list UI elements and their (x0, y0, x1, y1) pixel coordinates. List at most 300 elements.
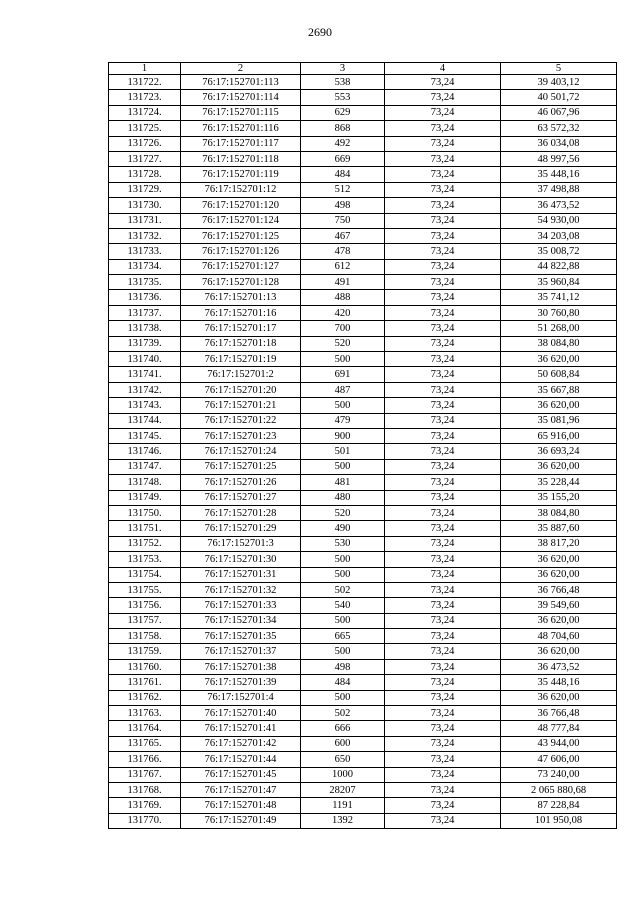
area-cell: 500 (301, 398, 385, 413)
table-row (109, 444, 617, 459)
value-cell: 51 268,00 (501, 321, 617, 336)
value-cell: 39 549,60 (501, 598, 617, 613)
table-row (109, 675, 617, 690)
table-row (109, 275, 617, 290)
row-number-cell: 131767. (109, 767, 181, 782)
row-number-cell: 131730. (109, 198, 181, 213)
rate-cell: 73,24 (385, 167, 501, 182)
area-cell: 629 (301, 105, 385, 120)
row-number-cell: 131742. (109, 382, 181, 397)
table-row (109, 321, 617, 336)
value-cell: 36 620,00 (501, 567, 617, 582)
table-row (109, 428, 617, 443)
rate-cell: 73,24 (385, 136, 501, 151)
area-cell: 1392 (301, 813, 385, 828)
table-row (109, 798, 617, 813)
cadastral-number-cell: 76:17:152701:115 (181, 105, 301, 120)
rate-cell: 73,24 (385, 782, 501, 797)
rate-cell: 73,24 (385, 244, 501, 259)
rate-cell: 73,24 (385, 305, 501, 320)
row-number-cell: 131743. (109, 398, 181, 413)
area-cell: 650 (301, 752, 385, 767)
row-number-cell: 131735. (109, 275, 181, 290)
table-row (109, 782, 617, 797)
cadastral-number-cell: 76:17:152701:125 (181, 228, 301, 243)
rate-cell: 73,24 (385, 490, 501, 505)
table-row (109, 305, 617, 320)
cadastral-number-cell: 76:17:152701:128 (181, 275, 301, 290)
value-cell: 39 403,12 (501, 75, 617, 90)
table-row (109, 475, 617, 490)
cadastral-number-cell: 76:17:152701:2 (181, 367, 301, 382)
row-number-cell: 131740. (109, 352, 181, 367)
rate-cell: 73,24 (385, 151, 501, 166)
rate-cell: 73,24 (385, 536, 501, 551)
cadastral-number-cell: 76:17:152701:116 (181, 121, 301, 136)
table-row (109, 244, 617, 259)
rate-cell: 73,24 (385, 752, 501, 767)
value-cell: 54 930,00 (501, 213, 617, 228)
header-col-5: 5 (501, 63, 617, 75)
cadastral-number-cell: 76:17:152701:113 (181, 75, 301, 90)
rate-cell: 73,24 (385, 398, 501, 413)
area-cell: 488 (301, 290, 385, 305)
value-cell: 36 473,52 (501, 659, 617, 674)
row-number-cell: 131737. (109, 305, 181, 320)
area-cell: 484 (301, 167, 385, 182)
area-cell: 665 (301, 629, 385, 644)
rate-cell: 73,24 (385, 198, 501, 213)
area-cell: 1000 (301, 767, 385, 782)
area-cell: 467 (301, 228, 385, 243)
area-cell: 498 (301, 659, 385, 674)
value-cell: 36 620,00 (501, 352, 617, 367)
rate-cell: 73,24 (385, 613, 501, 628)
area-cell: 502 (301, 582, 385, 597)
row-number-cell: 131745. (109, 428, 181, 443)
value-cell: 35 448,16 (501, 675, 617, 690)
cadastral-number-cell: 76:17:152701:28 (181, 505, 301, 520)
cadastral-number-cell: 76:17:152701:18 (181, 336, 301, 351)
cadastral-number-cell: 76:17:152701:13 (181, 290, 301, 305)
value-cell: 63 572,32 (501, 121, 617, 136)
table-row (109, 228, 617, 243)
area-cell: 540 (301, 598, 385, 613)
value-cell: 35 081,96 (501, 413, 617, 428)
value-cell: 40 501,72 (501, 90, 617, 105)
rate-cell: 73,24 (385, 598, 501, 613)
value-cell: 47 606,00 (501, 752, 617, 767)
cadastral-number-cell: 76:17:152701:42 (181, 736, 301, 751)
row-number-cell: 131722. (109, 75, 181, 90)
table-header (109, 63, 617, 75)
rate-cell: 73,24 (385, 182, 501, 197)
table-row (109, 398, 617, 413)
rate-cell: 73,24 (385, 582, 501, 597)
table-row (109, 136, 617, 151)
table-row (109, 721, 617, 736)
row-number-cell: 131762. (109, 690, 181, 705)
row-number-cell: 131731. (109, 213, 181, 228)
area-cell: 492 (301, 136, 385, 151)
table-row (109, 105, 617, 120)
cadastral-number-cell: 76:17:152701:21 (181, 398, 301, 413)
row-number-cell: 131725. (109, 121, 181, 136)
table-row (109, 690, 617, 705)
rate-cell: 73,24 (385, 567, 501, 582)
rate-cell: 73,24 (385, 382, 501, 397)
area-cell: 666 (301, 721, 385, 736)
table-row (109, 629, 617, 644)
value-cell: 48 704,60 (501, 629, 617, 644)
value-cell: 36 620,00 (501, 398, 617, 413)
value-cell: 101 950,08 (501, 813, 617, 828)
row-number-cell: 131757. (109, 613, 181, 628)
row-number-cell: 131766. (109, 752, 181, 767)
rate-cell: 73,24 (385, 798, 501, 813)
cadastral-number-cell: 76:17:152701:114 (181, 90, 301, 105)
row-number-cell: 131755. (109, 582, 181, 597)
table-row (109, 613, 617, 628)
cadastral-number-cell: 76:17:152701:25 (181, 459, 301, 474)
rate-cell: 73,24 (385, 75, 501, 90)
area-cell: 502 (301, 706, 385, 721)
cadastral-number-cell: 76:17:152701:117 (181, 136, 301, 151)
row-number-cell: 131765. (109, 736, 181, 751)
rate-cell: 73,24 (385, 521, 501, 536)
table-row (109, 367, 617, 382)
area-cell: 480 (301, 490, 385, 505)
rate-cell: 73,24 (385, 644, 501, 659)
value-cell: 38 084,80 (501, 505, 617, 520)
area-cell: 1191 (301, 798, 385, 813)
area-cell: 530 (301, 536, 385, 551)
area-cell: 868 (301, 121, 385, 136)
rate-cell: 73,24 (385, 659, 501, 674)
value-cell: 35 667,88 (501, 382, 617, 397)
area-cell: 600 (301, 736, 385, 751)
value-cell: 34 203,08 (501, 228, 617, 243)
row-number-cell: 131729. (109, 182, 181, 197)
table-row (109, 505, 617, 520)
cadastral-number-cell: 76:17:152701:40 (181, 706, 301, 721)
rate-cell: 73,24 (385, 275, 501, 290)
cadastral-number-cell: 76:17:152701:26 (181, 475, 301, 490)
table-row (109, 198, 617, 213)
area-cell: 487 (301, 382, 385, 397)
area-cell: 500 (301, 690, 385, 705)
rate-cell: 73,24 (385, 629, 501, 644)
table-row (109, 382, 617, 397)
table-row (109, 121, 617, 136)
row-number-cell: 131751. (109, 521, 181, 536)
table-row (109, 813, 617, 828)
cadastral-number-cell: 76:17:152701:35 (181, 629, 301, 644)
row-number-cell: 131759. (109, 644, 181, 659)
cadastral-number-cell: 76:17:152701:38 (181, 659, 301, 674)
table-row (109, 75, 617, 90)
area-cell: 612 (301, 259, 385, 274)
cadastral-number-cell: 76:17:152701:34 (181, 613, 301, 628)
area-cell: 420 (301, 305, 385, 320)
cadastral-number-cell: 76:17:152701:20 (181, 382, 301, 397)
row-number-cell: 131749. (109, 490, 181, 505)
table-body (109, 75, 617, 829)
cadastral-number-cell: 76:17:152701:23 (181, 428, 301, 443)
cadastral-number-cell: 76:17:152701:12 (181, 182, 301, 197)
rate-cell: 73,24 (385, 690, 501, 705)
row-number-cell: 131770. (109, 813, 181, 828)
value-cell: 36 693,24 (501, 444, 617, 459)
cadastral-number-cell: 76:17:152701:120 (181, 198, 301, 213)
rate-cell: 73,24 (385, 675, 501, 690)
value-cell: 36 620,00 (501, 613, 617, 628)
area-cell: 553 (301, 90, 385, 105)
cadastral-number-cell: 76:17:152701:119 (181, 167, 301, 182)
table-row (109, 490, 617, 505)
row-number-cell: 131763. (109, 706, 181, 721)
table-row (109, 413, 617, 428)
rate-cell: 73,24 (385, 459, 501, 474)
table-row (109, 290, 617, 305)
rate-cell: 73,24 (385, 721, 501, 736)
value-cell: 36 766,48 (501, 582, 617, 597)
table-row (109, 552, 617, 567)
rate-cell: 73,24 (385, 213, 501, 228)
row-number-cell: 131758. (109, 629, 181, 644)
row-number-cell: 131726. (109, 136, 181, 151)
value-cell: 35 008,72 (501, 244, 617, 259)
row-number-cell: 131727. (109, 151, 181, 166)
row-number-cell: 131753. (109, 552, 181, 567)
area-cell: 28207 (301, 782, 385, 797)
row-number-cell: 131764. (109, 721, 181, 736)
area-cell: 520 (301, 505, 385, 520)
row-number-cell: 131728. (109, 167, 181, 182)
header-row (109, 63, 617, 75)
row-number-cell: 131732. (109, 228, 181, 243)
table-row (109, 352, 617, 367)
rate-cell: 73,24 (385, 105, 501, 120)
value-cell: 65 916,00 (501, 428, 617, 443)
table-row (109, 167, 617, 182)
row-number-cell: 131750. (109, 505, 181, 520)
cadastral-number-cell: 76:17:152701:4 (181, 690, 301, 705)
row-number-cell: 131736. (109, 290, 181, 305)
rate-cell: 73,24 (385, 336, 501, 351)
cadastral-number-cell: 76:17:152701:124 (181, 213, 301, 228)
value-cell: 37 498,88 (501, 182, 617, 197)
table-row (109, 151, 617, 166)
row-number-cell: 131761. (109, 675, 181, 690)
row-number-cell: 131724. (109, 105, 181, 120)
cadastral-number-cell: 76:17:152701:44 (181, 752, 301, 767)
value-cell: 35 960,84 (501, 275, 617, 290)
area-cell: 520 (301, 336, 385, 351)
cadastral-number-cell: 76:17:152701:48 (181, 798, 301, 813)
area-cell: 478 (301, 244, 385, 259)
cadastral-number-cell: 76:17:152701:19 (181, 352, 301, 367)
area-cell: 538 (301, 75, 385, 90)
rate-cell: 73,24 (385, 813, 501, 828)
table-row (109, 182, 617, 197)
rate-cell: 73,24 (385, 428, 501, 443)
cadastral-number-cell: 76:17:152701:29 (181, 521, 301, 536)
table-row (109, 752, 617, 767)
value-cell: 44 822,88 (501, 259, 617, 274)
row-number-cell: 131738. (109, 321, 181, 336)
cadastral-number-cell: 76:17:152701:41 (181, 721, 301, 736)
area-cell: 481 (301, 475, 385, 490)
table-row (109, 706, 617, 721)
table-row (109, 659, 617, 674)
value-cell: 73 240,00 (501, 767, 617, 782)
cadastral-number-cell: 76:17:152701:17 (181, 321, 301, 336)
row-number-cell: 131734. (109, 259, 181, 274)
value-cell: 35 741,12 (501, 290, 617, 305)
table-row (109, 736, 617, 751)
row-number-cell: 131748. (109, 475, 181, 490)
value-cell: 35 155,20 (501, 490, 617, 505)
value-cell: 38 817,20 (501, 536, 617, 551)
row-number-cell: 131752. (109, 536, 181, 551)
area-cell: 750 (301, 213, 385, 228)
row-number-cell: 131747. (109, 459, 181, 474)
table-row (109, 598, 617, 613)
area-cell: 484 (301, 675, 385, 690)
area-cell: 669 (301, 151, 385, 166)
value-cell: 35 887,60 (501, 521, 617, 536)
cadastral-number-cell: 76:17:152701:126 (181, 244, 301, 259)
value-cell: 36 620,00 (501, 459, 617, 474)
area-cell: 900 (301, 428, 385, 443)
header-col-3: 3 (301, 63, 385, 75)
value-cell: 48 997,56 (501, 151, 617, 166)
area-cell: 490 (301, 521, 385, 536)
header-col-4: 4 (385, 63, 501, 75)
value-cell: 87 228,84 (501, 798, 617, 813)
row-number-cell: 131769. (109, 798, 181, 813)
area-cell: 491 (301, 275, 385, 290)
rate-cell: 73,24 (385, 352, 501, 367)
rate-cell: 73,24 (385, 413, 501, 428)
table-row (109, 259, 617, 274)
area-cell: 500 (301, 352, 385, 367)
value-cell: 36 620,00 (501, 690, 617, 705)
value-cell: 50 608,84 (501, 367, 617, 382)
area-cell: 512 (301, 182, 385, 197)
table-row (109, 582, 617, 597)
cadastral-number-cell: 76:17:152701:3 (181, 536, 301, 551)
row-number-cell: 131756. (109, 598, 181, 613)
table-row (109, 521, 617, 536)
cadastral-number-cell: 76:17:152701:16 (181, 305, 301, 320)
table-row (109, 767, 617, 782)
area-cell: 500 (301, 613, 385, 628)
rate-cell: 73,24 (385, 475, 501, 490)
table-row (109, 536, 617, 551)
cadastral-number-cell: 76:17:152701:45 (181, 767, 301, 782)
value-cell: 30 760,80 (501, 305, 617, 320)
value-cell: 35 228,44 (501, 475, 617, 490)
area-cell: 500 (301, 459, 385, 474)
cadastral-number-cell: 76:17:152701:32 (181, 582, 301, 597)
value-cell: 36 034,08 (501, 136, 617, 151)
rate-cell: 73,24 (385, 121, 501, 136)
table-row (109, 459, 617, 474)
row-number-cell: 131741. (109, 367, 181, 382)
cadastral-number-cell: 76:17:152701:39 (181, 675, 301, 690)
row-number-cell: 131733. (109, 244, 181, 259)
area-cell: 479 (301, 413, 385, 428)
cadastral-number-cell: 76:17:152701:24 (181, 444, 301, 459)
rate-cell: 73,24 (385, 321, 501, 336)
table-row (109, 336, 617, 351)
area-cell: 691 (301, 367, 385, 382)
cadastral-number-cell: 76:17:152701:22 (181, 413, 301, 428)
value-cell: 36 766,48 (501, 706, 617, 721)
rate-cell: 73,24 (385, 444, 501, 459)
rate-cell: 73,24 (385, 706, 501, 721)
cadastral-number-cell: 76:17:152701:49 (181, 813, 301, 828)
area-cell: 498 (301, 198, 385, 213)
value-cell: 48 777,84 (501, 721, 617, 736)
value-cell: 46 067,96 (501, 105, 617, 120)
value-cell: 35 448,16 (501, 167, 617, 182)
rate-cell: 73,24 (385, 259, 501, 274)
cadastral-number-cell: 76:17:152701:33 (181, 598, 301, 613)
value-cell: 36 473,52 (501, 198, 617, 213)
rate-cell: 73,24 (385, 505, 501, 520)
value-cell: 38 084,80 (501, 336, 617, 351)
value-cell: 36 620,00 (501, 644, 617, 659)
table-row (109, 644, 617, 659)
rate-cell: 73,24 (385, 290, 501, 305)
area-cell: 501 (301, 444, 385, 459)
cadastral-number-cell: 76:17:152701:31 (181, 567, 301, 582)
area-cell: 500 (301, 552, 385, 567)
cadastral-number-cell: 76:17:152701:127 (181, 259, 301, 274)
cadastral-number-cell: 76:17:152701:118 (181, 151, 301, 166)
area-cell: 500 (301, 644, 385, 659)
rate-cell: 73,24 (385, 367, 501, 382)
row-number-cell: 131754. (109, 567, 181, 582)
row-number-cell: 131744. (109, 413, 181, 428)
row-number-cell: 131746. (109, 444, 181, 459)
cadastral-table (108, 62, 617, 829)
value-cell: 43 944,00 (501, 736, 617, 751)
table-row (109, 90, 617, 105)
value-cell: 36 620,00 (501, 552, 617, 567)
row-number-cell: 131723. (109, 90, 181, 105)
rate-cell: 73,24 (385, 736, 501, 751)
area-cell: 500 (301, 567, 385, 582)
rate-cell: 73,24 (385, 552, 501, 567)
rate-cell: 73,24 (385, 767, 501, 782)
rate-cell: 73,24 (385, 90, 501, 105)
cadastral-number-cell: 76:17:152701:27 (181, 490, 301, 505)
row-number-cell: 131768. (109, 782, 181, 797)
area-cell: 700 (301, 321, 385, 336)
header-col-1: 1 (109, 63, 181, 75)
page-number: 2690 (308, 25, 332, 39)
cadastral-number-cell: 76:17:152701:37 (181, 644, 301, 659)
cadastral-number-cell: 76:17:152701:47 (181, 782, 301, 797)
header-col-2: 2 (181, 63, 301, 75)
cadastral-number-cell: 76:17:152701:30 (181, 552, 301, 567)
table-row (109, 567, 617, 582)
row-number-cell: 131760. (109, 659, 181, 674)
